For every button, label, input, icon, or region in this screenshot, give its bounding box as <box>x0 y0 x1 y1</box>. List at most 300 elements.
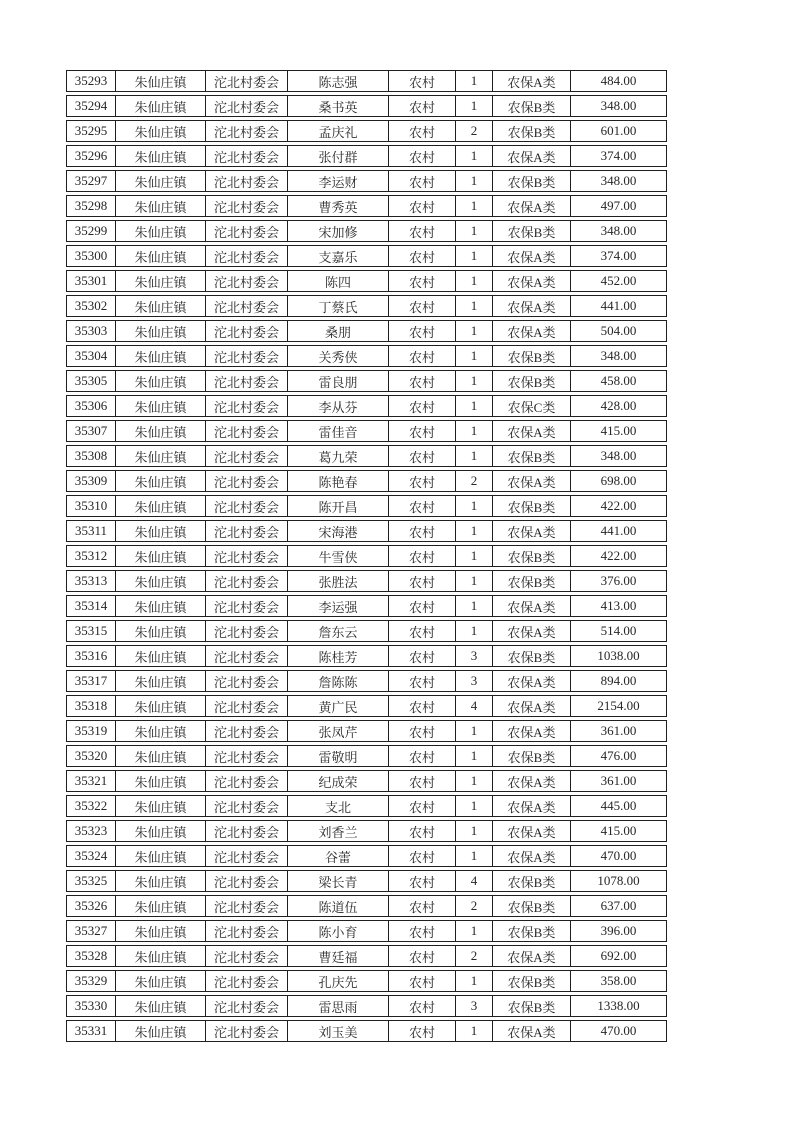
cell-person-count: 1 <box>455 145 492 167</box>
cell-village: 沱北村委会 <box>205 545 287 567</box>
cell-village: 沱北村委会 <box>205 1020 287 1042</box>
table-row <box>66 970 667 992</box>
cell-person-count: 1 <box>455 220 492 242</box>
cell-person-name: 陈道伍 <box>287 895 388 917</box>
cell-person-name: 雷思雨 <box>287 995 388 1017</box>
table-row <box>66 245 667 267</box>
cell-person-count: 1 <box>455 545 492 567</box>
cell-person-count: 1 <box>455 70 492 92</box>
cell-person-name: 丁蔡氏 <box>287 295 388 317</box>
cell-insurance-category: 农保A类 <box>492 945 570 967</box>
cell-insurance-category: 农保A类 <box>492 820 570 842</box>
table-row <box>66 295 667 317</box>
cell-town: 朱仙庄镇 <box>115 395 205 417</box>
cell-amount: 1338.00 <box>570 995 667 1017</box>
cell-person-count: 1 <box>455 970 492 992</box>
table-row <box>66 420 667 442</box>
cell-residence-type: 农村 <box>388 895 455 917</box>
cell-person-name: 雷良朋 <box>287 370 388 392</box>
cell-row-id: 35321 <box>66 770 115 792</box>
cell-insurance-category: 农保C类 <box>492 395 570 417</box>
cell-amount: 348.00 <box>570 445 667 467</box>
cell-town: 朱仙庄镇 <box>115 120 205 142</box>
table-row <box>66 595 667 617</box>
cell-person-name: 张胜法 <box>287 570 388 592</box>
cell-residence-type: 农村 <box>388 1020 455 1042</box>
cell-village: 沱北村委会 <box>205 820 287 842</box>
cell-amount: 894.00 <box>570 670 667 692</box>
table-row <box>66 1020 667 1042</box>
cell-insurance-category: 农保B类 <box>492 370 570 392</box>
cell-village: 沱北村委会 <box>205 270 287 292</box>
table-row <box>66 270 667 292</box>
cell-residence-type: 农村 <box>388 645 455 667</box>
cell-residence-type: 农村 <box>388 595 455 617</box>
cell-row-id: 35302 <box>66 295 115 317</box>
cell-row-id: 35318 <box>66 695 115 717</box>
cell-person-name: 纪成荣 <box>287 770 388 792</box>
cell-insurance-category: 农保B类 <box>492 445 570 467</box>
cell-village: 沱北村委会 <box>205 620 287 642</box>
cell-amount: 504.00 <box>570 320 667 342</box>
cell-insurance-category: 农保A类 <box>492 620 570 642</box>
cell-row-id: 35299 <box>66 220 115 242</box>
cell-person-count: 2 <box>455 120 492 142</box>
cell-row-id: 35313 <box>66 570 115 592</box>
cell-row-id: 35324 <box>66 845 115 867</box>
cell-insurance-category: 农保B类 <box>492 120 570 142</box>
cell-row-id: 35330 <box>66 995 115 1017</box>
table-row <box>66 95 667 117</box>
cell-town: 朱仙庄镇 <box>115 745 205 767</box>
cell-row-id: 35329 <box>66 970 115 992</box>
cell-residence-type: 农村 <box>388 570 455 592</box>
cell-town: 朱仙庄镇 <box>115 495 205 517</box>
cell-row-id: 35293 <box>66 70 115 92</box>
cell-amount: 470.00 <box>570 845 667 867</box>
cell-row-id: 35320 <box>66 745 115 767</box>
cell-town: 朱仙庄镇 <box>115 895 205 917</box>
cell-insurance-category: 农保A类 <box>492 195 570 217</box>
cell-residence-type: 农村 <box>388 695 455 717</box>
cell-amount: 358.00 <box>570 970 667 992</box>
cell-residence-type: 农村 <box>388 370 455 392</box>
cell-row-id: 35325 <box>66 870 115 892</box>
cell-row-id: 35319 <box>66 720 115 742</box>
cell-row-id: 35308 <box>66 445 115 467</box>
cell-village: 沱北村委会 <box>205 470 287 492</box>
cell-insurance-category: 农保B类 <box>492 495 570 517</box>
cell-person-count: 4 <box>455 695 492 717</box>
cell-amount: 441.00 <box>570 520 667 542</box>
cell-row-id: 35309 <box>66 470 115 492</box>
cell-village: 沱北村委会 <box>205 670 287 692</box>
cell-residence-type: 农村 <box>388 120 455 142</box>
cell-amount: 422.00 <box>570 545 667 567</box>
cell-insurance-category: 农保B类 <box>492 920 570 942</box>
cell-insurance-category: 农保B类 <box>492 745 570 767</box>
cell-row-id: 35297 <box>66 170 115 192</box>
cell-amount: 422.00 <box>570 495 667 517</box>
cell-village: 沱北村委会 <box>205 720 287 742</box>
cell-residence-type: 农村 <box>388 420 455 442</box>
cell-person-count: 1 <box>455 520 492 542</box>
cell-row-id: 35306 <box>66 395 115 417</box>
cell-village: 沱北村委会 <box>205 520 287 542</box>
cell-town: 朱仙庄镇 <box>115 195 205 217</box>
cell-insurance-category: 农保A类 <box>492 295 570 317</box>
cell-residence-type: 农村 <box>388 95 455 117</box>
cell-insurance-category: 农保A类 <box>492 145 570 167</box>
cell-row-id: 35301 <box>66 270 115 292</box>
cell-insurance-category: 农保B类 <box>492 645 570 667</box>
cell-person-name: 牛雪侠 <box>287 545 388 567</box>
insurance-roster-table <box>66 67 667 1045</box>
cell-person-name: 支北 <box>287 795 388 817</box>
cell-residence-type: 农村 <box>388 495 455 517</box>
cell-town: 朱仙庄镇 <box>115 320 205 342</box>
cell-person-count: 2 <box>455 470 492 492</box>
cell-town: 朱仙庄镇 <box>115 95 205 117</box>
cell-village: 沱北村委会 <box>205 745 287 767</box>
cell-person-name: 刘香兰 <box>287 820 388 842</box>
cell-row-id: 35323 <box>66 820 115 842</box>
table-row <box>66 645 667 667</box>
cell-residence-type: 农村 <box>388 995 455 1017</box>
cell-residence-type: 农村 <box>388 295 455 317</box>
cell-amount: 361.00 <box>570 720 667 742</box>
cell-amount: 698.00 <box>570 470 667 492</box>
cell-person-count: 1 <box>455 270 492 292</box>
cell-row-id: 35331 <box>66 1020 115 1042</box>
cell-insurance-category: 农保B类 <box>492 970 570 992</box>
cell-person-name: 李从芬 <box>287 395 388 417</box>
cell-row-id: 35307 <box>66 420 115 442</box>
cell-village: 沱北村委会 <box>205 220 287 242</box>
cell-village: 沱北村委会 <box>205 495 287 517</box>
cell-residence-type: 农村 <box>388 845 455 867</box>
cell-insurance-category: 农保A类 <box>492 720 570 742</box>
cell-town: 朱仙庄镇 <box>115 245 205 267</box>
cell-insurance-category: 农保B类 <box>492 345 570 367</box>
cell-town: 朱仙庄镇 <box>115 570 205 592</box>
cell-residence-type: 农村 <box>388 770 455 792</box>
table-row <box>66 770 667 792</box>
cell-insurance-category: 农保A类 <box>492 770 570 792</box>
cell-insurance-category: 农保A类 <box>492 845 570 867</box>
cell-residence-type: 农村 <box>388 670 455 692</box>
table-row <box>66 845 667 867</box>
cell-person-name: 桑书英 <box>287 95 388 117</box>
cell-row-id: 35304 <box>66 345 115 367</box>
cell-town: 朱仙庄镇 <box>115 995 205 1017</box>
cell-row-id: 35317 <box>66 670 115 692</box>
cell-person-count: 1 <box>455 245 492 267</box>
cell-person-count: 4 <box>455 870 492 892</box>
cell-row-id: 35311 <box>66 520 115 542</box>
cell-person-name: 桑朋 <box>287 320 388 342</box>
cell-row-id: 35296 <box>66 145 115 167</box>
cell-person-count: 1 <box>455 345 492 367</box>
cell-amount: 348.00 <box>570 95 667 117</box>
table-row <box>66 720 667 742</box>
cell-amount: 415.00 <box>570 420 667 442</box>
table-row <box>66 795 667 817</box>
cell-town: 朱仙庄镇 <box>115 270 205 292</box>
table-row <box>66 320 667 342</box>
cell-residence-type: 农村 <box>388 620 455 642</box>
cell-insurance-category: 农保A类 <box>492 595 570 617</box>
cell-person-count: 1 <box>455 170 492 192</box>
cell-row-id: 35300 <box>66 245 115 267</box>
table-row <box>66 145 667 167</box>
cell-town: 朱仙庄镇 <box>115 770 205 792</box>
cell-residence-type: 农村 <box>388 245 455 267</box>
table-row <box>66 195 667 217</box>
cell-town: 朱仙庄镇 <box>115 345 205 367</box>
cell-town: 朱仙庄镇 <box>115 545 205 567</box>
cell-person-count: 1 <box>455 845 492 867</box>
cell-person-name: 宋加修 <box>287 220 388 242</box>
cell-person-name: 詹东云 <box>287 620 388 642</box>
cell-person-name: 曹秀英 <box>287 195 388 217</box>
cell-insurance-category: 农保A类 <box>492 670 570 692</box>
cell-person-name: 雷佳音 <box>287 420 388 442</box>
table-row <box>66 470 667 492</box>
cell-row-id: 35303 <box>66 320 115 342</box>
cell-town: 朱仙庄镇 <box>115 920 205 942</box>
cell-village: 沱北村委会 <box>205 695 287 717</box>
cell-village: 沱北村委会 <box>205 995 287 1017</box>
cell-village: 沱北村委会 <box>205 245 287 267</box>
cell-row-id: 35312 <box>66 545 115 567</box>
cell-amount: 428.00 <box>570 395 667 417</box>
cell-person-name: 梁长青 <box>287 870 388 892</box>
cell-person-count: 3 <box>455 670 492 692</box>
cell-residence-type: 农村 <box>388 170 455 192</box>
cell-residence-type: 农村 <box>388 520 455 542</box>
cell-village: 沱北村委会 <box>205 420 287 442</box>
cell-person-count: 1 <box>455 320 492 342</box>
cell-row-id: 35322 <box>66 795 115 817</box>
table-row <box>66 545 667 567</box>
cell-residence-type: 农村 <box>388 145 455 167</box>
cell-person-name: 詹陈陈 <box>287 670 388 692</box>
cell-residence-type: 农村 <box>388 320 455 342</box>
cell-amount: 1078.00 <box>570 870 667 892</box>
cell-insurance-category: 农保A类 <box>492 245 570 267</box>
cell-insurance-category: 农保B类 <box>492 545 570 567</box>
table-row <box>66 520 667 542</box>
table-row <box>66 370 667 392</box>
cell-person-count: 3 <box>455 645 492 667</box>
cell-person-count: 1 <box>455 495 492 517</box>
cell-amount: 396.00 <box>570 920 667 942</box>
cell-person-count: 1 <box>455 95 492 117</box>
cell-amount: 484.00 <box>570 70 667 92</box>
cell-town: 朱仙庄镇 <box>115 820 205 842</box>
table-body <box>66 70 667 1042</box>
cell-person-name: 张凤芹 <box>287 720 388 742</box>
cell-person-count: 1 <box>455 195 492 217</box>
cell-village: 沱北村委会 <box>205 320 287 342</box>
cell-town: 朱仙庄镇 <box>115 1020 205 1042</box>
cell-person-name: 陈桂芳 <box>287 645 388 667</box>
cell-person-name: 陈四 <box>287 270 388 292</box>
cell-insurance-category: 农保A类 <box>492 70 570 92</box>
cell-person-name: 陈开昌 <box>287 495 388 517</box>
cell-amount: 692.00 <box>570 945 667 967</box>
cell-insurance-category: 农保B类 <box>492 170 570 192</box>
cell-village: 沱北村委会 <box>205 645 287 667</box>
table-row <box>66 995 667 1017</box>
table-row <box>66 70 667 92</box>
cell-residence-type: 农村 <box>388 220 455 242</box>
cell-town: 朱仙庄镇 <box>115 870 205 892</box>
cell-town: 朱仙庄镇 <box>115 170 205 192</box>
cell-village: 沱北村委会 <box>205 595 287 617</box>
cell-residence-type: 农村 <box>388 395 455 417</box>
cell-residence-type: 农村 <box>388 270 455 292</box>
cell-town: 朱仙庄镇 <box>115 420 205 442</box>
cell-amount: 2154.00 <box>570 695 667 717</box>
cell-amount: 637.00 <box>570 895 667 917</box>
cell-amount: 374.00 <box>570 145 667 167</box>
table-row <box>66 395 667 417</box>
table-row <box>66 495 667 517</box>
cell-person-count: 1 <box>455 420 492 442</box>
table-row <box>66 170 667 192</box>
cell-person-name: 李运强 <box>287 595 388 617</box>
cell-person-name: 陈志强 <box>287 70 388 92</box>
cell-amount: 348.00 <box>570 345 667 367</box>
cell-amount: 1038.00 <box>570 645 667 667</box>
cell-amount: 452.00 <box>570 270 667 292</box>
cell-town: 朱仙庄镇 <box>115 220 205 242</box>
cell-person-count: 1 <box>455 370 492 392</box>
cell-residence-type: 农村 <box>388 345 455 367</box>
cell-amount: 413.00 <box>570 595 667 617</box>
cell-person-name: 陈小育 <box>287 920 388 942</box>
cell-village: 沱北村委会 <box>205 920 287 942</box>
cell-insurance-category: 农保A类 <box>492 470 570 492</box>
cell-row-id: 35310 <box>66 495 115 517</box>
cell-row-id: 35298 <box>66 195 115 217</box>
cell-residence-type: 农村 <box>388 70 455 92</box>
cell-person-count: 2 <box>455 895 492 917</box>
cell-town: 朱仙庄镇 <box>115 845 205 867</box>
cell-person-name: 孟庆礼 <box>287 120 388 142</box>
cell-insurance-category: 农保A类 <box>492 520 570 542</box>
cell-insurance-category: 农保B类 <box>492 220 570 242</box>
cell-insurance-category: 农保B类 <box>492 570 570 592</box>
cell-residence-type: 农村 <box>388 720 455 742</box>
cell-town: 朱仙庄镇 <box>115 445 205 467</box>
cell-amount: 601.00 <box>570 120 667 142</box>
cell-amount: 458.00 <box>570 370 667 392</box>
cell-village: 沱北村委会 <box>205 395 287 417</box>
cell-residence-type: 农村 <box>388 745 455 767</box>
cell-row-id: 35326 <box>66 895 115 917</box>
cell-residence-type: 农村 <box>388 445 455 467</box>
cell-amount: 514.00 <box>570 620 667 642</box>
cell-residence-type: 农村 <box>388 470 455 492</box>
cell-town: 朱仙庄镇 <box>115 620 205 642</box>
cell-town: 朱仙庄镇 <box>115 945 205 967</box>
cell-person-count: 1 <box>455 745 492 767</box>
cell-residence-type: 农村 <box>388 945 455 967</box>
cell-town: 朱仙庄镇 <box>115 720 205 742</box>
cell-village: 沱北村委会 <box>205 95 287 117</box>
cell-town: 朱仙庄镇 <box>115 695 205 717</box>
table-row <box>66 620 667 642</box>
table-row <box>66 820 667 842</box>
cell-village: 沱北村委会 <box>205 195 287 217</box>
cell-amount: 441.00 <box>570 295 667 317</box>
cell-village: 沱北村委会 <box>205 145 287 167</box>
cell-town: 朱仙庄镇 <box>115 295 205 317</box>
cell-village: 沱北村委会 <box>205 570 287 592</box>
cell-village: 沱北村委会 <box>205 345 287 367</box>
cell-person-count: 1 <box>455 920 492 942</box>
cell-residence-type: 农村 <box>388 195 455 217</box>
cell-row-id: 35314 <box>66 595 115 617</box>
cell-amount: 348.00 <box>570 220 667 242</box>
cell-residence-type: 农村 <box>388 795 455 817</box>
table-row <box>66 345 667 367</box>
table-row <box>66 945 667 967</box>
cell-person-count: 1 <box>455 770 492 792</box>
table-row <box>66 570 667 592</box>
cell-person-name: 谷蕾 <box>287 845 388 867</box>
cell-village: 沱北村委会 <box>205 120 287 142</box>
cell-amount: 415.00 <box>570 820 667 842</box>
cell-village: 沱北村委会 <box>205 795 287 817</box>
cell-person-count: 3 <box>455 995 492 1017</box>
cell-insurance-category: 农保A类 <box>492 795 570 817</box>
cell-insurance-category: 农保B类 <box>492 995 570 1017</box>
cell-amount: 348.00 <box>570 170 667 192</box>
cell-person-count: 1 <box>455 395 492 417</box>
cell-insurance-category: 农保A类 <box>492 270 570 292</box>
cell-person-name: 黄广民 <box>287 695 388 717</box>
cell-row-id: 35316 <box>66 645 115 667</box>
cell-village: 沱北村委会 <box>205 845 287 867</box>
cell-village: 沱北村委会 <box>205 970 287 992</box>
cell-person-name: 曹廷福 <box>287 945 388 967</box>
cell-person-name: 雷敬明 <box>287 745 388 767</box>
cell-town: 朱仙庄镇 <box>115 645 205 667</box>
cell-person-count: 1 <box>455 1020 492 1042</box>
cell-town: 朱仙庄镇 <box>115 670 205 692</box>
cell-person-count: 1 <box>455 595 492 617</box>
cell-person-count: 2 <box>455 945 492 967</box>
table-row <box>66 895 667 917</box>
cell-person-count: 1 <box>455 295 492 317</box>
cell-village: 沱北村委会 <box>205 295 287 317</box>
cell-row-id: 35294 <box>66 95 115 117</box>
cell-residence-type: 农村 <box>388 870 455 892</box>
table-row <box>66 745 667 767</box>
cell-insurance-category: 农保A类 <box>492 320 570 342</box>
cell-person-count: 1 <box>455 570 492 592</box>
cell-town: 朱仙庄镇 <box>115 795 205 817</box>
cell-row-id: 35327 <box>66 920 115 942</box>
cell-person-name: 孔庆先 <box>287 970 388 992</box>
cell-row-id: 35305 <box>66 370 115 392</box>
cell-insurance-category: 农保B类 <box>492 870 570 892</box>
table-row <box>66 120 667 142</box>
